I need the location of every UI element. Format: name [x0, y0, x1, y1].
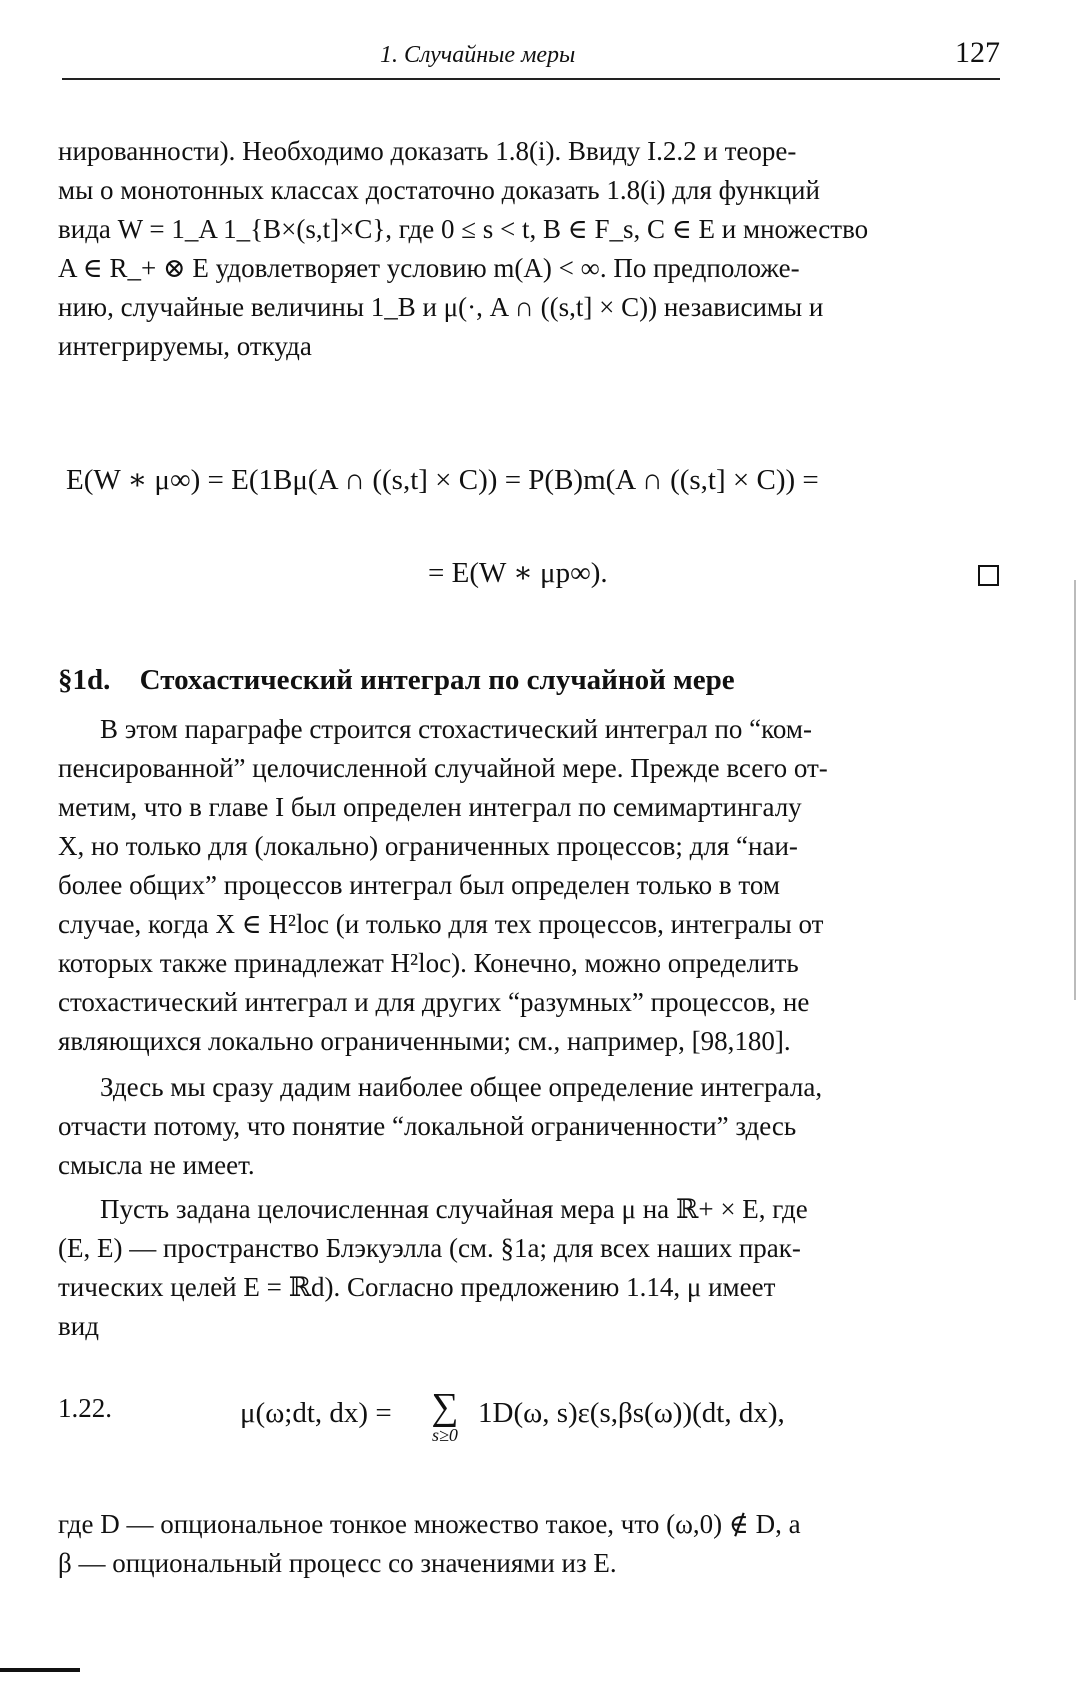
running-head: [60, 36, 1000, 76]
equation-1-line-1: E(W ∗ μ∞) = E(1Bμ(A ∩ ((s,t] × C)) = P(B)m(A ∩ ((s,t] × C)) =: [66, 464, 819, 496]
equation-1-line-2: = E(W ∗ μp∞).: [428, 557, 608, 589]
text-line: мы о монотонных классах достаточно доказать 1.8(i) для функций: [58, 175, 820, 205]
summation-index: s≥0: [432, 1425, 458, 1445]
text-line: A ∈ R_+ ⊗ E удовлетворяет условию m(A) < ∞. По предположе-: [58, 253, 800, 283]
qed-square-icon: [978, 565, 999, 586]
equation-2-rhs: 1D(ω, s)ε(s,βs(ω))(dt, dx),: [478, 1397, 785, 1429]
text-line: где D — опциональное тонкое множество такое, что (ω,0) ∉ D, а: [58, 1509, 801, 1539]
text-line: нированности). Необходимо доказать 1.8(i). Ввиду I.2.2 и теоре-: [58, 136, 797, 166]
section-number: §1d.: [58, 664, 111, 696]
paragraph-3: [58, 1068, 1001, 1185]
text-line: вида W = 1_A 1_{B×(s,t]×C}, где 0 ≤ s < t, B ∈ F_s, C ∈ E и множество: [58, 214, 869, 244]
text-line: тических целей E = ℝd). Согласно предложению 1.14, μ имеет: [58, 1272, 776, 1302]
summation-icon: [420, 1388, 470, 1444]
paragraph-4: [58, 1190, 1001, 1346]
text-line: пенсированной” целочисленной случайной мере. Прежде всего от-: [58, 753, 828, 783]
header-rule: [62, 78, 1000, 80]
text-line: вид: [58, 1311, 99, 1341]
summation-symbol: ∑: [431, 1386, 459, 1428]
text-line: интегрируемы, откуда: [58, 331, 312, 361]
running-head-section: 1. Случайные меры: [380, 42, 576, 68]
text-line: X, но только для (локально) ограниченных процессов; для “наи-: [58, 831, 798, 861]
text-line: случае, когда X ∈ H²loc (и только для тех процессов, интегралы от: [58, 909, 824, 939]
section-title: Стохастический интеграл по случайной мере: [139, 664, 735, 696]
scan-edge-mark: [0, 1668, 80, 1672]
text-line: Здесь мы сразу дадим наиболее общее определение интеграла,: [100, 1072, 823, 1102]
text-line: β — опциональный процесс со значениями из E.: [58, 1548, 617, 1578]
equation-2-lhs: μ(ω;dt, dx) =: [240, 1397, 392, 1429]
scan-edge-mark: [1074, 580, 1076, 1000]
text-line: метим, что в главе I был определен интеграл по семимартингалу: [58, 792, 802, 822]
text-line: отчасти потому, что понятие “локальной ограниченности” здесь: [58, 1111, 797, 1141]
text-line: являющихся локально ограниченными; см., например, [98,180].: [58, 1026, 791, 1056]
text-line: которых также принадлежат H²loc). Конечно, можно определить: [58, 948, 799, 978]
paragraph-2: [58, 710, 1001, 1061]
text-line: стохастический интеграл и для других “разумных” процессов, не: [58, 987, 810, 1017]
section-heading: [58, 664, 735, 697]
text-line: Пусть задана целочисленная случайная мера μ на ℝ+ × E, где: [100, 1194, 808, 1224]
page-number: 127: [955, 36, 1000, 69]
text-line: более общих” процессов интеграл был определен только в том: [58, 870, 780, 900]
equation-number: 1.22.: [58, 1393, 112, 1423]
text-line: смысла не имеет.: [58, 1150, 255, 1180]
text-line: В этом параграфе строится стохастический интеграл по “ком-: [100, 714, 812, 744]
text-line: нию, случайные величины 1_B и μ(·, A ∩ ((s,t] × C)) независимы и: [58, 292, 824, 322]
text-line: (E, E) — пространство Блэкуэлла (см. §1a; для всех наших прак-: [58, 1233, 801, 1263]
paragraph-5: [58, 1505, 1001, 1583]
paragraph-1: [58, 132, 1001, 366]
